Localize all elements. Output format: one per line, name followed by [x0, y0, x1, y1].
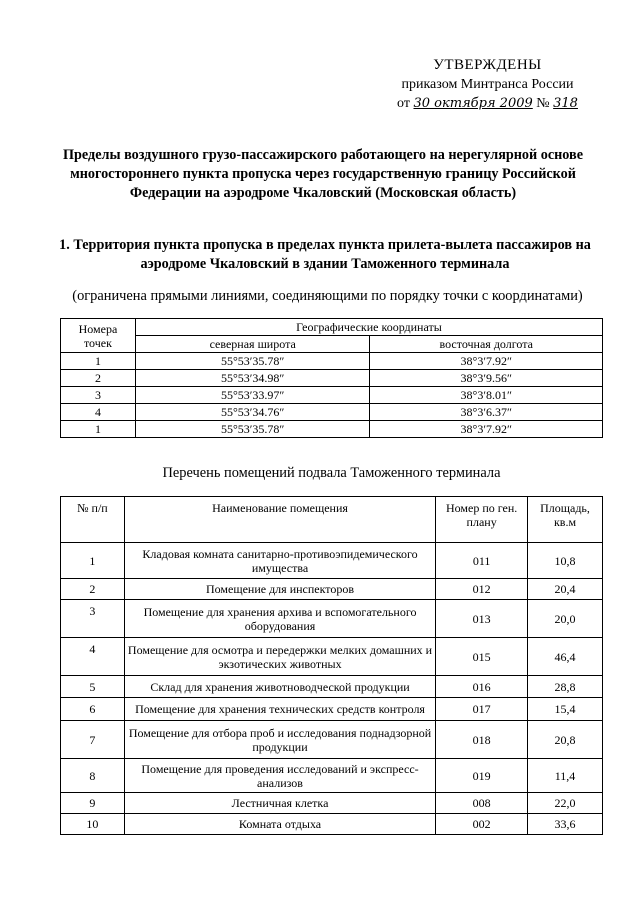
row-number: 7 — [61, 721, 125, 759]
plan-number: 017 — [436, 698, 528, 721]
point-number: 1 — [61, 353, 136, 370]
room-area: 46,4 — [528, 638, 603, 676]
room-name: Кладовая комната санитарно-противоэпидемического имущества — [124, 543, 435, 579]
table-row — [61, 421, 603, 438]
room-area: 33,6 — [528, 814, 603, 835]
table-row — [61, 676, 603, 698]
room-name: Склад для хранения животноводческой продукции — [124, 676, 435, 698]
point-number: 4 — [61, 404, 136, 421]
limit-note: (ограничена прямыми линиями, соединяющими по порядку точки с координатами) — [72, 288, 583, 304]
room-name: Помещение для инспекторов — [124, 579, 435, 600]
header-number: № п/п — [61, 497, 125, 543]
table-row — [61, 814, 603, 835]
room-area: 20,4 — [528, 579, 603, 600]
row-number: 8 — [61, 759, 125, 793]
row-number: 1 — [61, 543, 125, 579]
latitude-cell: 55°53′33.97″ — [135, 387, 370, 404]
latitude-cell: 55°53′34.76″ — [135, 404, 370, 421]
plan-number: 002 — [436, 814, 528, 835]
room-name: Помещение для отбора проб и исследования поднадзорной продукции — [124, 721, 435, 759]
table-row — [61, 579, 603, 600]
room-area: 10,8 — [528, 543, 603, 579]
room-area: 28,8 — [528, 676, 603, 698]
table-row — [61, 600, 603, 638]
table-row — [61, 698, 603, 721]
latitude-cell: 55°53′35.78″ — [135, 353, 370, 370]
room-name: Комната отдыха — [124, 814, 435, 835]
room-area: 20,0 — [528, 600, 603, 638]
from-prefix: от — [397, 96, 410, 111]
table-row — [61, 543, 603, 579]
row-number: 4 — [61, 638, 125, 676]
row-number: 2 — [61, 579, 125, 600]
room-name: Помещение для хранения технических средств контроля — [124, 698, 435, 721]
longitude-cell: 38°3′8.01″ — [370, 387, 603, 404]
room-area: 15,4 — [528, 698, 603, 721]
plan-number: 019 — [436, 759, 528, 793]
table-row — [61, 387, 603, 404]
row-number: 10 — [61, 814, 125, 835]
plan-number: 016 — [436, 676, 528, 698]
plan-number: 018 — [436, 721, 528, 759]
approval-block — [380, 56, 595, 113]
section-heading: 1. Территория пункта пропуска в пределах пункта прилета-вылета пассажиров на аэродроме Чкаловский в здании Таможенного терминала — [59, 237, 591, 272]
room-name: Помещение для проведения исследований и экспресс-анализов — [124, 759, 435, 793]
header-latitude: северная широта — [135, 336, 370, 353]
latitude-cell: 55°53′34.98″ — [135, 370, 370, 387]
header-longitude: восточная долгота — [370, 336, 603, 353]
room-name: Помещение для осмотра и передержки мелких домашних и экзотических животных — [124, 638, 435, 676]
order-date-number — [380, 94, 595, 113]
room-area: 11,4 — [528, 759, 603, 793]
header-geo: Географические координаты — [135, 319, 602, 336]
point-number: 2 — [61, 370, 136, 387]
row-number: 9 — [61, 793, 125, 814]
approved-by-order: приказом Минтранса России — [401, 77, 574, 92]
approved-heading: УТВЕРЖДЕНЫ — [433, 57, 542, 73]
table-row — [61, 721, 603, 759]
table-row — [61, 759, 603, 793]
header-plan-number: Номер по ген. плану — [436, 497, 528, 543]
longitude-cell: 38°3′9.56″ — [370, 370, 603, 387]
rooms-title: Перечень помещений подвала Таможенного терминала — [162, 465, 501, 481]
plan-number: 013 — [436, 600, 528, 638]
table-row — [61, 638, 603, 676]
plan-number: 011 — [436, 543, 528, 579]
header-area: Площадь, кв.м — [528, 497, 603, 543]
plan-number: 008 — [436, 793, 528, 814]
table-row — [61, 370, 603, 387]
point-number: 1 — [61, 421, 136, 438]
number-prefix: № — [536, 96, 550, 111]
row-number: 5 — [61, 676, 125, 698]
longitude-cell: 38°3′7.92″ — [370, 353, 603, 370]
room-name: Помещение для хранения архива и вспомогательного оборудования — [124, 600, 435, 638]
plan-number: 015 — [436, 638, 528, 676]
handwritten-number: 318 — [553, 96, 578, 111]
room-area: 22,0 — [528, 793, 603, 814]
room-area: 20,8 — [528, 721, 603, 759]
header-room-name: Наименование помещения — [124, 497, 435, 543]
latitude-cell: 55°53′35.78″ — [135, 421, 370, 438]
room-name: Лестничная клетка — [124, 793, 435, 814]
table-row — [61, 353, 603, 370]
longitude-cell: 38°3′6.37″ — [370, 404, 603, 421]
row-number: 3 — [61, 600, 125, 638]
rooms-table — [60, 496, 603, 835]
longitude-cell: 38°3′7.92″ — [370, 421, 603, 438]
table-row — [61, 793, 603, 814]
document-title: Пределы воздушного грузо-пассажирского работающего на нерегулярной основе многостороннего пункта пропуска через государственную границу Российской Федерации на аэродроме Чкаловский (Московская область) — [62, 147, 584, 201]
coordinates-table — [60, 318, 603, 438]
header-points: Номера точек — [61, 319, 136, 353]
table-row — [61, 404, 603, 421]
row-number: 6 — [61, 698, 125, 721]
plan-number: 012 — [436, 579, 528, 600]
handwritten-date: 30 октября 2009 — [413, 96, 533, 111]
point-number: 3 — [61, 387, 136, 404]
